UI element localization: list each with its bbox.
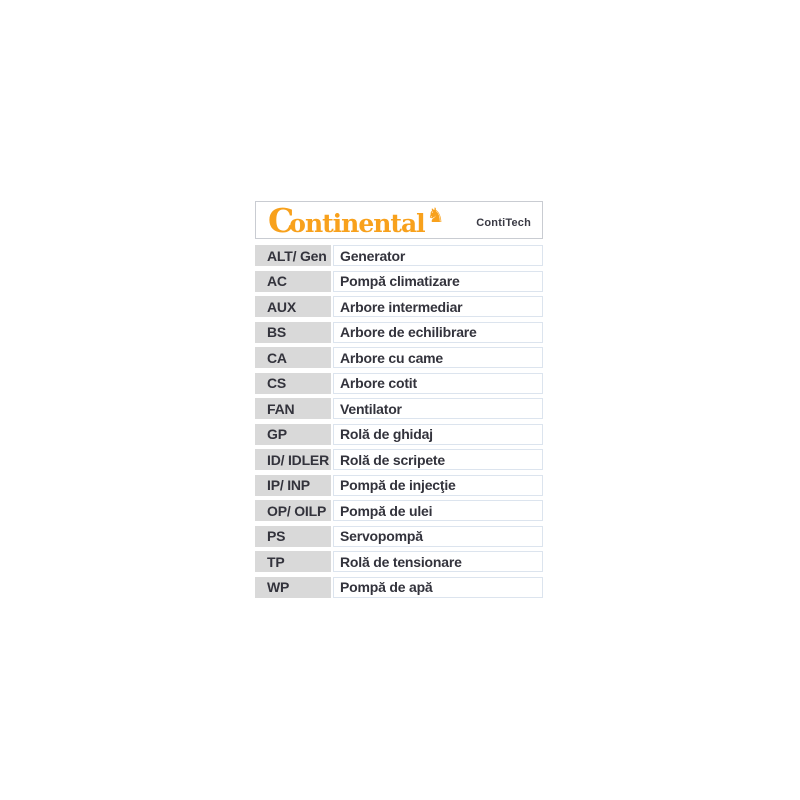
table-row bbox=[255, 449, 543, 470]
abbreviation-cell: IP/ INP bbox=[255, 475, 331, 496]
abbreviation-cell: GP bbox=[255, 424, 331, 445]
description-cell: Pompă de apă bbox=[333, 577, 543, 598]
table-row bbox=[255, 551, 543, 572]
table-row bbox=[255, 271, 543, 292]
table-row bbox=[255, 424, 543, 445]
contitech-label: ContiTech bbox=[476, 216, 531, 229]
description-cell: Pompă de ulei bbox=[333, 500, 543, 521]
description-cell: Ventilator bbox=[333, 398, 543, 419]
abbreviation-cell: CS bbox=[255, 373, 331, 394]
table-row bbox=[255, 475, 543, 496]
table-row bbox=[255, 577, 543, 598]
logo-wordmark: ontinental bbox=[289, 208, 425, 238]
abbreviation-cell: FAN bbox=[255, 398, 331, 419]
abbreviation-cell: AUX bbox=[255, 296, 331, 317]
table-row bbox=[255, 245, 543, 266]
abbreviation-cell: BS bbox=[255, 322, 331, 343]
abbreviation-cell: PS bbox=[255, 526, 331, 547]
abbreviation-cell: OP/ OILP bbox=[255, 500, 331, 521]
description-cell: Rolă de scripete bbox=[333, 449, 543, 470]
brand-header bbox=[255, 201, 543, 239]
description-cell: Arbore de echilibrare bbox=[333, 322, 543, 343]
description-cell: Pompă climatizare bbox=[333, 271, 543, 292]
table-row bbox=[255, 398, 543, 419]
table-row bbox=[255, 347, 543, 368]
description-cell: Arbore cotit bbox=[333, 373, 543, 394]
description-cell: Rolă de ghidaj bbox=[333, 424, 543, 445]
abbreviation-cell: AC bbox=[255, 271, 331, 292]
abbreviation-cell: WP bbox=[255, 577, 331, 598]
logo-letter-c: C bbox=[268, 200, 295, 240]
description-cell: Pompă de injecţie bbox=[333, 475, 543, 496]
abbreviation-cell: ID/ IDLER bbox=[255, 449, 331, 470]
table-row bbox=[255, 296, 543, 317]
description-cell: Servopompă bbox=[333, 526, 543, 547]
horse-icon: ♞ bbox=[426, 203, 445, 227]
abbreviation-cell: ALT/ Gen bbox=[255, 245, 331, 266]
description-cell: Generator bbox=[333, 245, 543, 266]
table-row bbox=[255, 322, 543, 343]
description-cell: Rolă de tensionare bbox=[333, 551, 543, 572]
table-row bbox=[255, 500, 543, 521]
legend-panel bbox=[255, 201, 543, 602]
description-cell: Arbore cu came bbox=[333, 347, 543, 368]
continental-logo bbox=[268, 200, 445, 240]
table-row bbox=[255, 526, 543, 547]
abbreviation-cell: CA bbox=[255, 347, 331, 368]
table-row bbox=[255, 373, 543, 394]
abbreviation-table bbox=[255, 245, 543, 598]
abbreviation-cell: TP bbox=[255, 551, 331, 572]
description-cell: Arbore intermediar bbox=[333, 296, 543, 317]
